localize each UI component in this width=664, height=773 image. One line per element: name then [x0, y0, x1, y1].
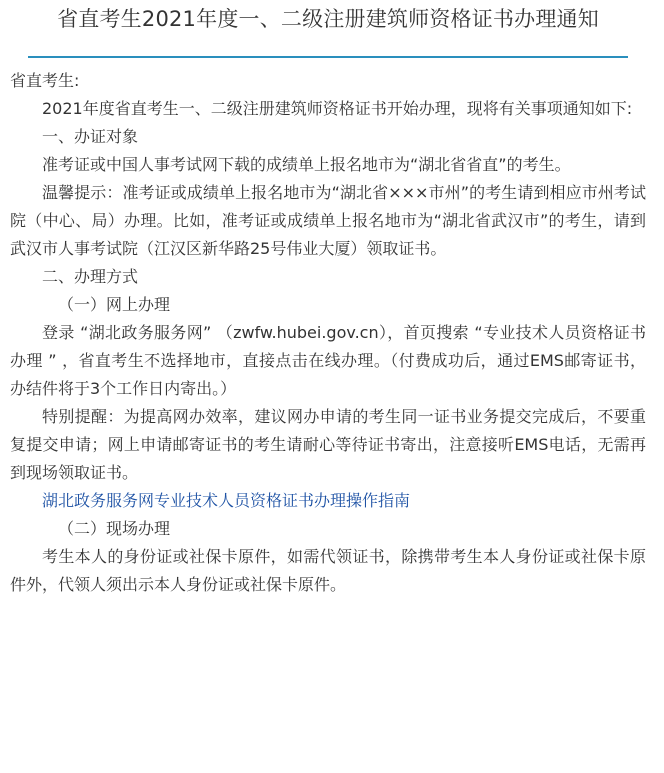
online-heading: （一）网上办理: [58, 295, 171, 314]
notice-body: [10, 67, 646, 599]
onsite-paragraph-1: 考生本人的身份证或社保卡原件，如需代领证书，除携带考生本人身份证或社保卡原件外，代领人须出示本人身份证或社保卡原件。: [10, 547, 646, 594]
section1-reminder: 温馨提示：准考证或成绩单上报名地市为“湖北省×××市州”的考生请到相应市州考试院（中心、局）办理。比如，准考证或成绩单上报名地市为“湖北省武汉市”的考生，请到武汉市人事考试院（江汉区新华路25号伟业大厦）领取证书。: [10, 183, 646, 258]
page-title: 省直考生2021年度一、二级注册建筑师资格证书办理通知: [57, 7, 599, 31]
online-special-reminder: 特别提醒：为提高网办效率，建议网办申请的考生同一证书业务提交完成后，不要重复提交申请；网上申请邮寄证书的考生请耐心等待证书寄出，注意接听EMS电话，无需再到现场领取证书。: [10, 407, 646, 482]
guide-link-line: [10, 487, 646, 515]
section1-paragraph-1: 准考证或中国人事考试网下载的成绩单上报名地市为“湖北省省直”的考生。: [42, 155, 571, 174]
section1-heading: 一、办证对象: [42, 127, 139, 146]
intro-paragraph: 2021年度省直考生一、二级注册建筑师资格证书开始办理，现将有关事项通知如下:: [42, 99, 633, 118]
title-divider: [28, 56, 628, 58]
online-paragraph-1: 登录 “湖北政务服务网” （zwfw.hubei.gov.cn），首页搜索 “专业技术人员资格证书办理 ” ，省直考生不选择地市，直接点击在线办理。（付费成功后，通过EMS邮寄证书，办结件将于3个工作日内寄出。）: [10, 323, 646, 398]
onsite-heading: （二）现场办理: [58, 519, 171, 538]
section2-heading: 二、办理方式: [42, 267, 139, 286]
guide-link[interactable]: 湖北政务服务网专业技术人员资格证书办理操作指南: [42, 491, 411, 510]
greeting: 省直考生:: [10, 71, 80, 90]
